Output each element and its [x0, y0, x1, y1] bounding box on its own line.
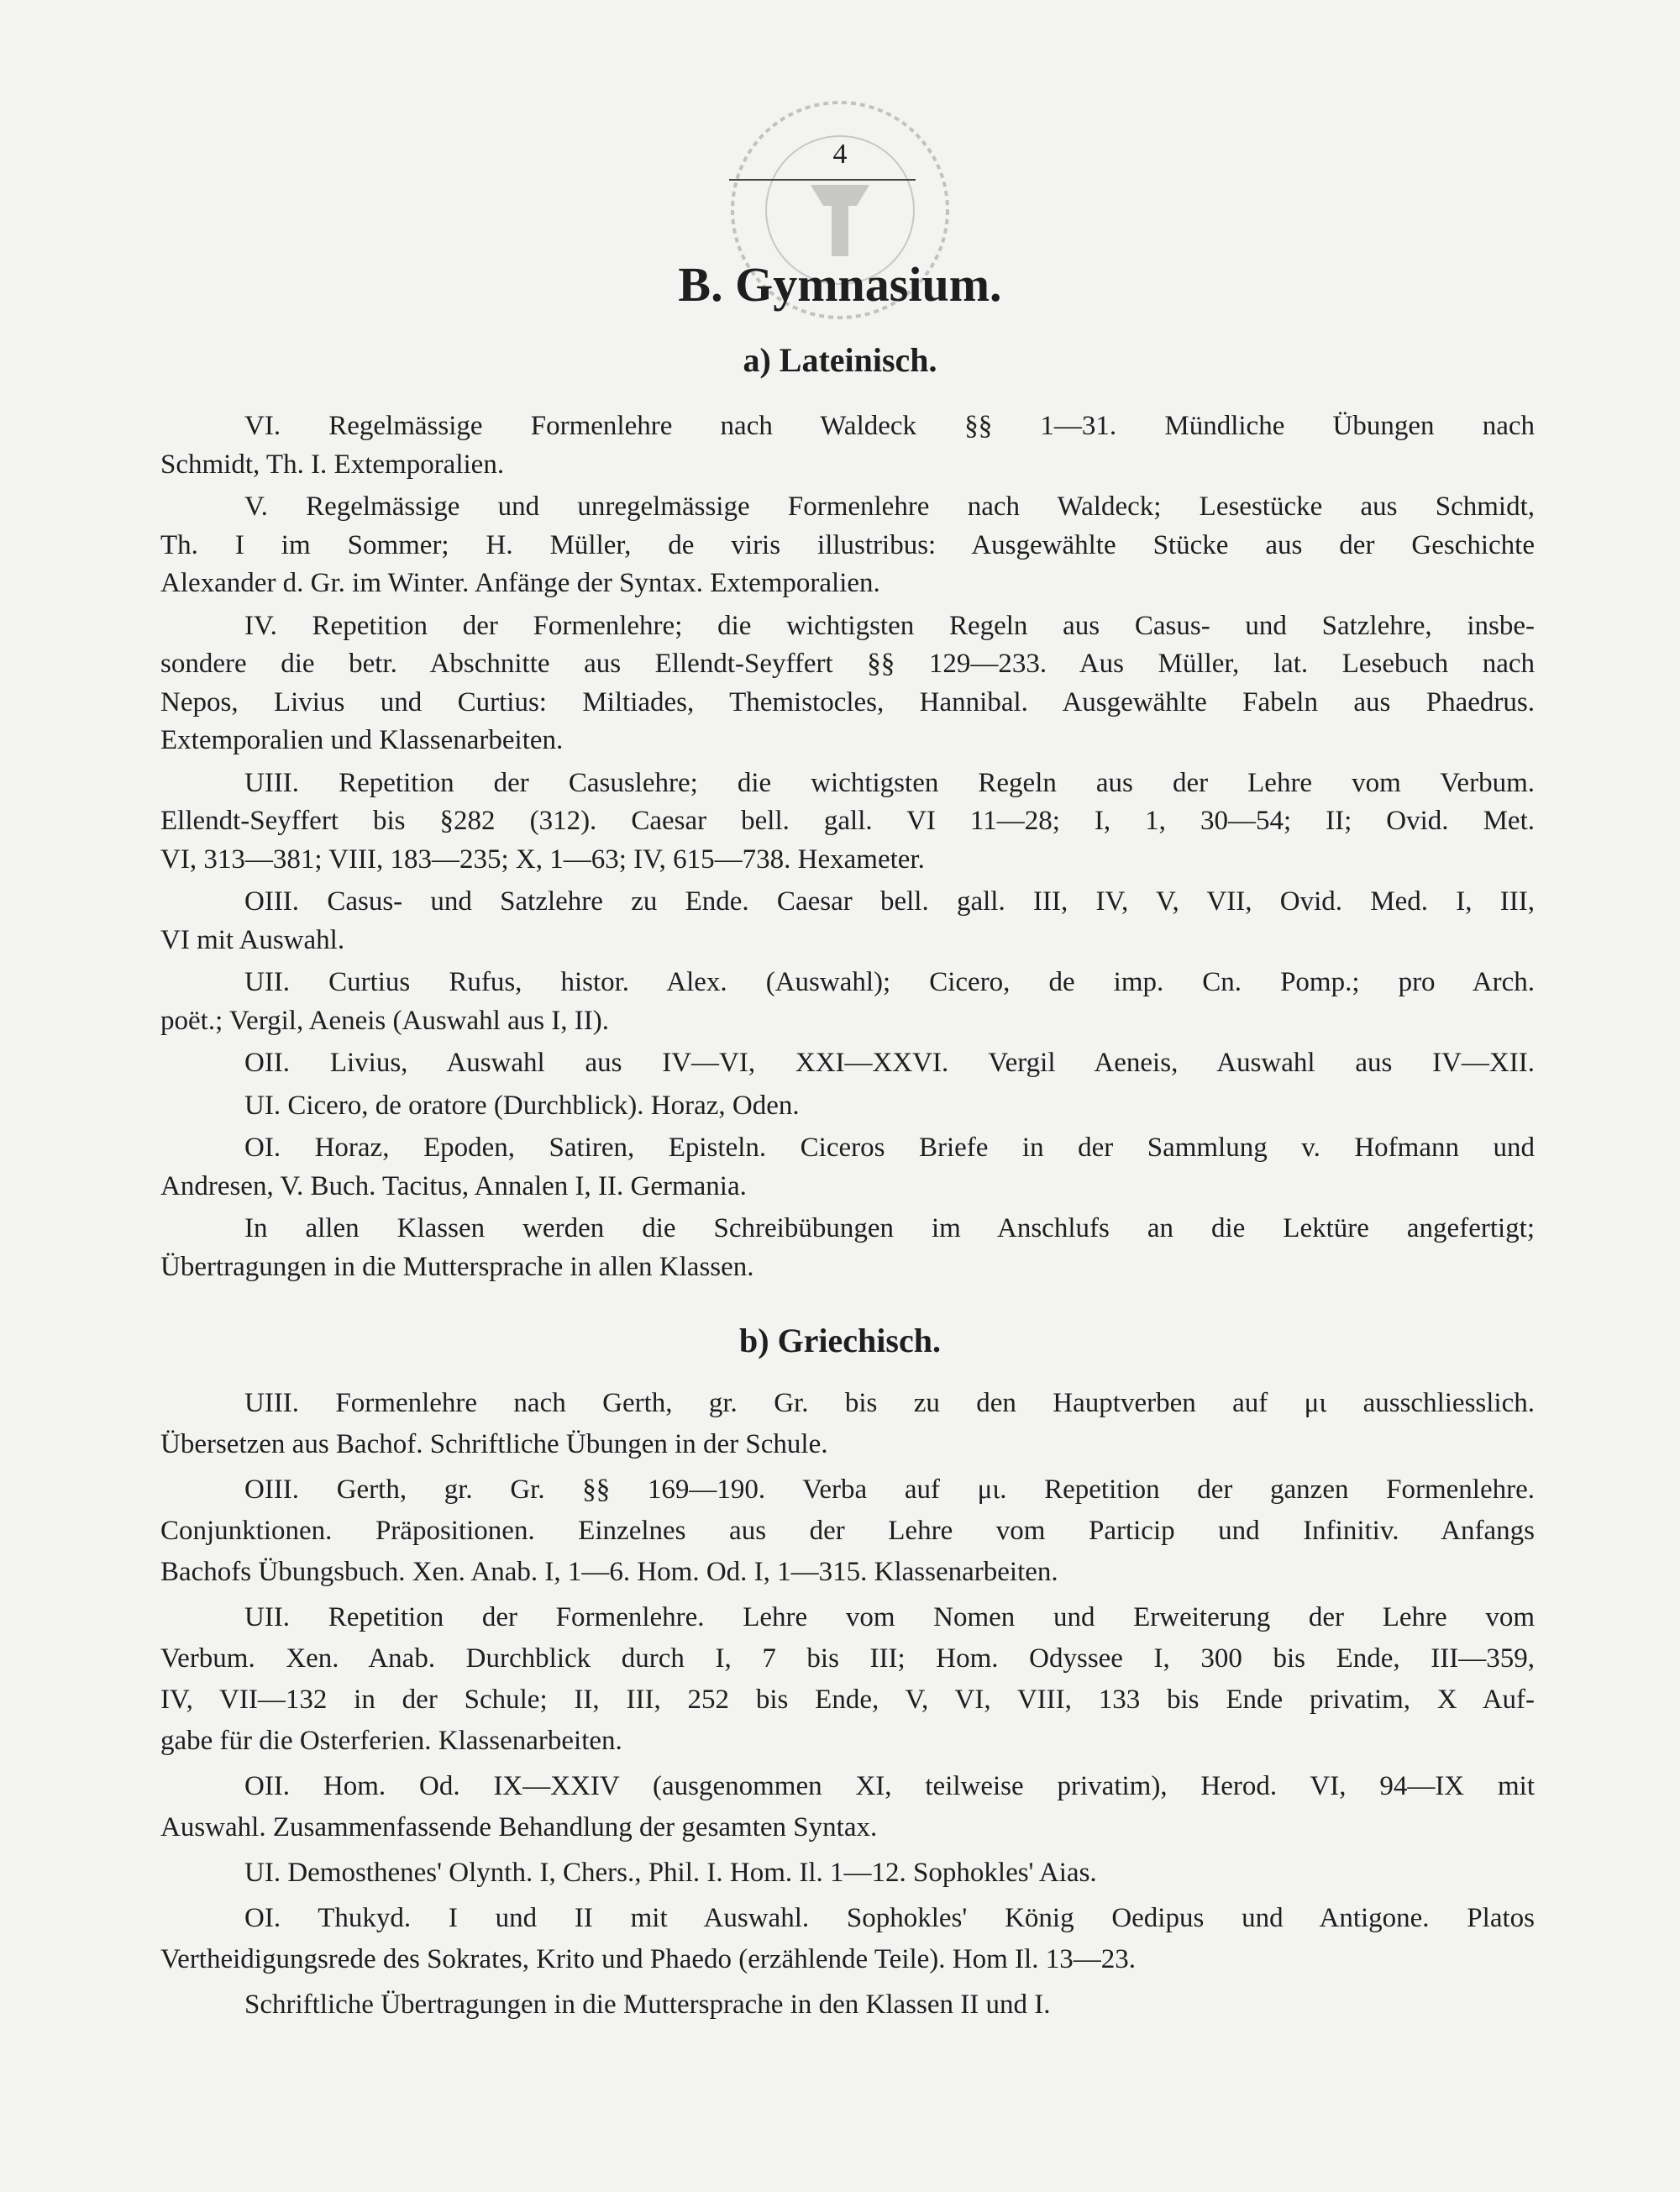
text-line: UII. Curtius Rufus, histor. Alex. (Auswahl); Cicero, de imp. Cn. Pomp.; pro Arch.: [244, 967, 1535, 997]
text-line: Bachofs Übungsbuch. Xen. Anab. I, 1—6. Hom. Od. I, 1—315. Klassenarbeiten.: [160, 1557, 1058, 1587]
text-line: VI, 313—381; VIII, 183—235; X, 1—63; IV, 615—738. Hexameter.: [160, 844, 925, 875]
paragraph-oiii: [160, 883, 1535, 959]
text-line: Übertragungen in die Muttersprache in allen Klassen.: [160, 1251, 754, 1282]
text-line: gabe für die Osterferien. Klassenarbeiten.: [160, 1726, 622, 1756]
text-line: UI. Demosthenes' Olynth. I, Chers., Phil. I. Hom. Il. 1—12. Sophokles' Aias.: [244, 1858, 1097, 1888]
text-line: Schriftliche Übertragungen in die Muttersprache in den Klassen II und I.: [244, 1990, 1051, 2020]
paragraph-oii: [160, 1044, 1535, 1083]
text-line: OI. Thukyd. I und II mit Auswahl. Sophokles' König Oedipus und Antigone. Platos: [244, 1903, 1535, 1933]
text-line: IV, VII—132 in der Schule; II, III, 252 bis Ende, V, VI, VIII, 133 bis Ende privatim, X Auf-: [160, 1685, 1535, 1715]
paragraph-uiii: [160, 765, 1535, 880]
text-line: OII. Hom. Od. IX—XXIV (ausgenommen XI, teilweise privatim), Herod. VI, 94—IX mit: [244, 1771, 1535, 1801]
text-line: IV. Repetition der Formenlehre; die wichtigsten Regeln aus Casus- und Satzlehre, insbe-: [244, 610, 1535, 641]
text-line: sondere die betr. Abschnitte aus Ellendt-Seyffert §§ 129—233. Aus Müller, lat. Lesebuch nach: [160, 649, 1535, 679]
text-line: Übersetzen aus Bachof. Schriftliche Übungen in der Schule.: [160, 1429, 828, 1459]
text-line: In allen Klassen werden die Schreibübungen im Anschlufs an die Lektüre angefertigt;: [244, 1213, 1535, 1243]
text-line: UIII. Formenlehre nach Gerth, gr. Gr. bis zu den Hauptverben auf μι ausschliesslich.: [244, 1388, 1535, 1418]
text-line: OI. Horaz, Epoden, Satiren, Episteln. Ciceros Briefe in der Sammlung v. Hofmann und: [244, 1133, 1535, 1163]
paragraph-oii: [160, 1766, 1535, 1848]
page-number: 4: [832, 139, 848, 170]
paragraph-oiii: [160, 1469, 1535, 1593]
paragraph-vi: [160, 407, 1535, 484]
text-line: Vertheidigungsrede des Sokrates, Krito und Phaedo (erzählende Teile). Hom Il. 13—23.: [160, 1944, 1136, 1974]
paragraph-ui: [160, 1853, 1535, 1894]
text-line: Ellendt-Seyffert bis §282 (312). Caesar bell. gall. VI 11—28; I, 1, 30—54; II; Ovid. Met.: [160, 806, 1535, 836]
paragraph-ui: [160, 1087, 1535, 1126]
paragraph-uiii: [160, 1383, 1535, 1465]
paragraph-v: [160, 488, 1535, 603]
text-line: Extemporalien und Klassenarbeiten.: [160, 725, 564, 755]
text-line: OIII. Gerth, gr. Gr. §§ 169—190. Verba auf μι. Repetition der ganzen Formenlehre.: [244, 1474, 1535, 1505]
text-line: Auswahl. Zusammenfassende Behandlung der gesamten Syntax.: [160, 1812, 878, 1842]
text-line: VI. Regelmässige Formenlehre nach Waldeck §§ 1—31. Mündliche Übungen nach: [244, 411, 1535, 441]
text-line: V. Regelmässige und unregelmässige Formenlehre nach Waldeck; Lesestücke aus Schmidt,: [244, 491, 1535, 522]
text-line: Nepos, Livius und Curtius: Miltiades, Themistocles, Hannibal. Ausgewählte Fabeln aus Phaedrus.: [160, 686, 1535, 718]
text-line: VI mit Auswahl.: [160, 924, 345, 955]
text-line: Verbum. Xen. Anab. Durchblick durch I, 7 bis III; Hom. Odyssee I, 300 bis Ende, III—359,: [160, 1643, 1535, 1674]
greek-section: [160, 1383, 1535, 2030]
page-title: B. Gymnasium.: [678, 257, 1002, 312]
page-number-rule: [729, 179, 916, 181]
text-line: Schmidt, Th. I. Extemporalien.: [160, 449, 505, 480]
section-heading-greek: b) Griechisch.: [739, 1322, 941, 1359]
text-line: Alexander d. Gr. im Winter. Anfänge der Syntax. Extemporalien.: [160, 568, 880, 598]
text-line: poët.; Vergil, Aeneis (Auswahl aus I, II).: [160, 1005, 610, 1036]
text-line: Th. I im Sommer; H. Müller, de viris illustribus: Ausgewählte Stücke aus der Geschichte: [160, 529, 1535, 560]
text-line: Andresen, V. Buch. Tacitus, Annalen I, II. Germania.: [160, 1170, 747, 1201]
latin-section: [160, 407, 1535, 1290]
text-line: UI. Cicero, de oratore (Durchblick). Horaz, Oden.: [244, 1090, 800, 1121]
paragraph-all-classes: [160, 1210, 1535, 1286]
paragraph-uii: [160, 1597, 1535, 1762]
paragraph-translations: [160, 1984, 1535, 2026]
paragraph-iv: [160, 607, 1535, 760]
paragraph-oi: [160, 1129, 1535, 1206]
text-line: UII. Repetition der Formenlehre. Lehre vom Nomen und Erweiterung der Lehre vom: [244, 1602, 1535, 1632]
section-heading-latin: a) Lateinisch.: [743, 341, 937, 379]
text-line: OIII. Casus- und Satzlehre zu Ende. Caesar bell. gall. III, IV, V, VII, Ovid. Med. I, III,: [244, 886, 1535, 917]
text-line: Conjunktionen. Präpositionen. Einzelnes aus der Lehre vom Particip und Infinitiv. Anfangs: [160, 1516, 1535, 1546]
text-line: UIII. Repetition der Casuslehre; die wichtigsten Regeln aus der Lehre vom Verbum.: [244, 767, 1535, 798]
paragraph-oi: [160, 1898, 1535, 1980]
paragraph-uii: [160, 964, 1535, 1040]
text-line: OII. Livius, Auswahl aus IV—VI, XXI—XXVI. Vergil Aeneis, Auswahl aus IV—XII.: [244, 1048, 1535, 1078]
